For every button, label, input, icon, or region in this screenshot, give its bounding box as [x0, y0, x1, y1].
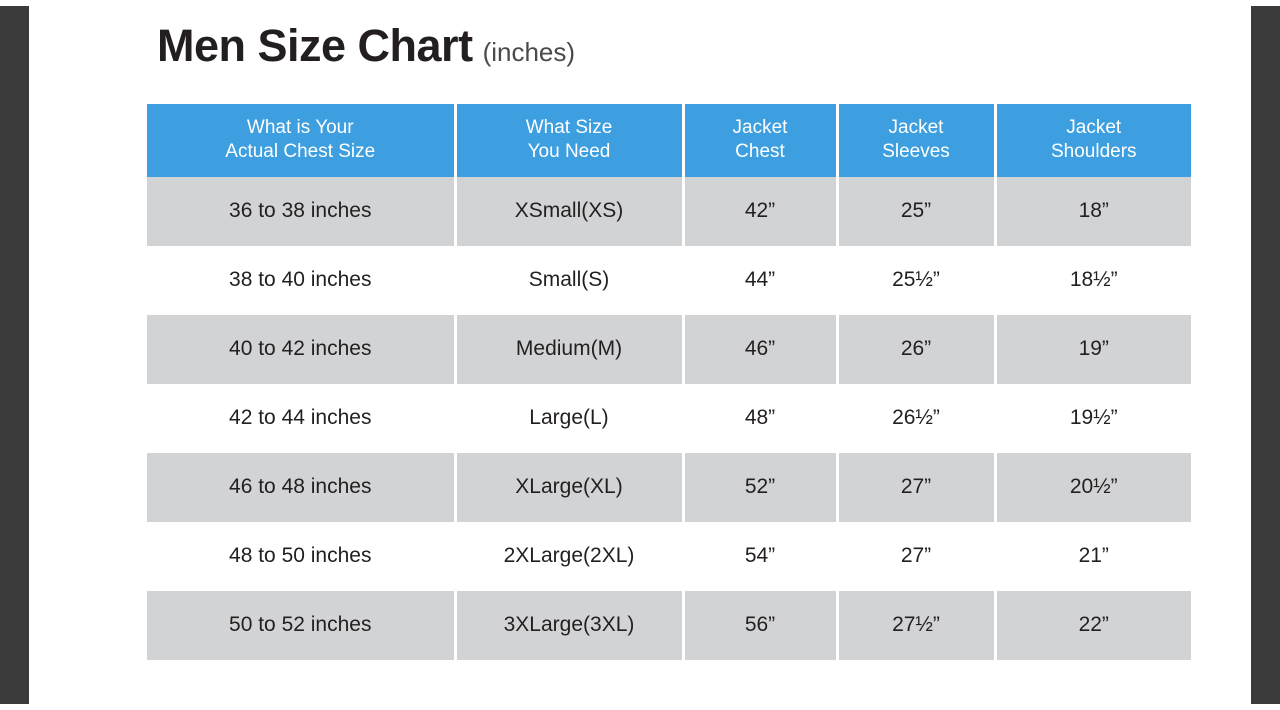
- title-main-text: Men Size Chart: [157, 20, 473, 71]
- cell-jacket-sleeves: 26”: [837, 315, 995, 384]
- cell-jacket-chest: 52”: [683, 453, 837, 522]
- cell-jacket-shoulders: 22”: [995, 591, 1191, 660]
- column-header-line2: Actual Chest Size: [225, 141, 376, 163]
- cell-chest-range: 50 to 52 inches: [147, 591, 455, 660]
- cell-jacket-shoulders: 18½”: [995, 246, 1191, 315]
- column-header-line1: Jacket: [1066, 117, 1122, 138]
- column-header-jacket-chest: [683, 104, 837, 177]
- size-chart-table: [147, 104, 1191, 660]
- cell-jacket-chest: 54”: [683, 522, 837, 591]
- cell-size: 3XLarge(3XL): [455, 591, 683, 660]
- table-body: [147, 177, 1191, 660]
- column-header-jacket-shoulders: [995, 104, 1191, 177]
- cell-chest-range: 46 to 48 inches: [147, 453, 455, 522]
- cell-size: XLarge(XL): [455, 453, 683, 522]
- cell-jacket-sleeves: 27”: [837, 522, 995, 591]
- document-sheet: [29, 0, 1251, 710]
- cell-jacket-chest: 44”: [683, 246, 837, 315]
- cell-chest-range: 38 to 40 inches: [147, 246, 455, 315]
- column-header-line2: You Need: [527, 141, 611, 163]
- column-header-line2: Shoulders: [1050, 141, 1137, 163]
- cell-size: 2XLarge(2XL): [455, 522, 683, 591]
- cell-jacket-sleeves: 25”: [837, 177, 995, 246]
- table-row: [147, 591, 1191, 660]
- column-header-line1: What Size: [525, 117, 613, 138]
- cell-jacket-sleeves: 27½”: [837, 591, 995, 660]
- cell-jacket-chest: 42”: [683, 177, 837, 246]
- cell-chest-range: 40 to 42 inches: [147, 315, 455, 384]
- column-header-line1: Jacket: [888, 117, 944, 138]
- column-header-line1: Jacket: [732, 117, 788, 138]
- page-title: [157, 20, 575, 72]
- cell-jacket-sleeves: 26½”: [837, 384, 995, 453]
- cell-jacket-shoulders: 21”: [995, 522, 1191, 591]
- table-row: [147, 315, 1191, 384]
- cell-chest-range: 42 to 44 inches: [147, 384, 455, 453]
- table-header: [147, 104, 1191, 177]
- table-header-row: [147, 104, 1191, 177]
- cell-jacket-sleeves: 25½”: [837, 246, 995, 315]
- table-row: [147, 522, 1191, 591]
- cell-size: Large(L): [455, 384, 683, 453]
- cell-size: Medium(M): [455, 315, 683, 384]
- table-row: [147, 384, 1191, 453]
- column-header-line2: Sleeves: [882, 141, 950, 163]
- table-row: [147, 246, 1191, 315]
- cell-jacket-chest: 48”: [683, 384, 837, 453]
- column-header-line1: What is Your: [246, 117, 354, 138]
- column-header-size-you-need: [455, 104, 683, 177]
- cell-jacket-shoulders: 20½”: [995, 453, 1191, 522]
- column-header-actual-chest-size: [147, 104, 455, 177]
- cell-jacket-shoulders: 19”: [995, 315, 1191, 384]
- cell-jacket-chest: 46”: [683, 315, 837, 384]
- table-row: [147, 177, 1191, 246]
- cell-size: Small(S): [455, 246, 683, 315]
- table-row: [147, 453, 1191, 522]
- column-header-jacket-sleeves: [837, 104, 995, 177]
- cell-jacket-shoulders: 19½”: [995, 384, 1191, 453]
- cell-jacket-sleeves: 27”: [837, 453, 995, 522]
- cell-chest-range: 36 to 38 inches: [147, 177, 455, 246]
- cell-jacket-shoulders: 18”: [995, 177, 1191, 246]
- cell-chest-range: 48 to 50 inches: [147, 522, 455, 591]
- cell-jacket-chest: 56”: [683, 591, 837, 660]
- title-units-text: (inches): [482, 37, 576, 67]
- cell-size: XSmall(XS): [455, 177, 683, 246]
- column-header-line2: Chest: [735, 141, 785, 163]
